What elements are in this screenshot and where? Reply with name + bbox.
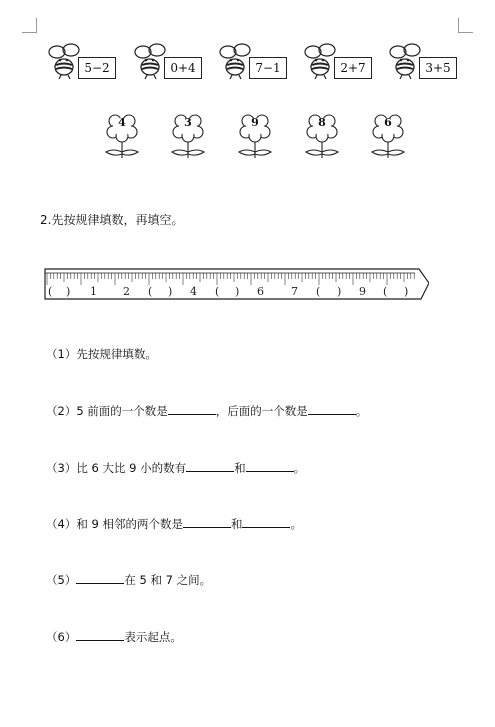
ruler-label: ) <box>337 285 342 298</box>
answer-blank[interactable] <box>76 572 124 584</box>
bee-expression: 2+7 <box>334 57 372 79</box>
ruler-label: ( <box>148 285 153 298</box>
ruler-label: 4 <box>190 285 197 298</box>
page-corner-mark <box>458 18 473 33</box>
sub-question-6: （6） 表示起点。 <box>46 630 182 644</box>
ruler-label: ( <box>48 285 53 298</box>
sub-question-1: （1）先按规律填数。 <box>46 347 157 361</box>
flower-number: 4 <box>118 116 126 129</box>
answer-blank[interactable] <box>183 516 231 528</box>
flower-card <box>233 112 277 160</box>
ruler-label: ) <box>66 285 71 298</box>
bee-row <box>48 40 468 85</box>
flower-card <box>300 112 344 160</box>
sub-question-5: （5） 在 5 和 7 之间。 <box>46 573 212 587</box>
flower-number: 8 <box>318 116 326 129</box>
bee-card <box>304 40 384 85</box>
ruler-label: ( <box>316 285 321 298</box>
question-2-title: 2.先按规律填数，再填空。 <box>40 213 184 227</box>
bee-expression: 0+4 <box>164 57 202 79</box>
bee-expression: 5−2 <box>78 57 116 79</box>
answer-blank[interactable] <box>76 629 124 641</box>
flower-card <box>100 112 144 160</box>
ruler-label: ( <box>383 285 388 298</box>
page-corner-mark <box>22 18 37 33</box>
answer-blank[interactable] <box>168 403 216 415</box>
bee-card <box>389 40 469 85</box>
flower-row <box>100 112 420 162</box>
ruler-label: ) <box>235 285 240 298</box>
sub-question-2: （2）5 前面的一个数是 ，后面的一个数是 。 <box>46 404 368 418</box>
sub-question-3: （3）比 6 大比 9 小的数有 和 。 <box>46 461 306 475</box>
bee-card <box>219 40 299 85</box>
ruler-label: 1 <box>90 285 97 298</box>
bee-expression: 7−1 <box>249 57 287 79</box>
answer-blank[interactable] <box>308 403 356 415</box>
flower-number: 6 <box>384 116 392 129</box>
ruler-label: ) <box>404 285 409 298</box>
ruler-label: ) <box>168 285 173 298</box>
flower-card <box>366 112 410 160</box>
ruler-label: 9 <box>359 285 366 298</box>
sub-question-4: （4）和 9 相邻的两个数是 和 。 <box>46 517 302 531</box>
answer-blank[interactable] <box>246 460 294 472</box>
ruler-label: 2 <box>123 285 130 298</box>
bee-card <box>48 40 128 85</box>
ruler-label: 6 <box>257 285 264 298</box>
bee-card <box>134 40 214 85</box>
answer-blank[interactable] <box>242 516 290 528</box>
ruler-label: 7 <box>291 285 298 298</box>
flower-number: 9 <box>251 116 259 129</box>
flower-card <box>166 112 210 160</box>
flower-number: 3 <box>184 116 192 129</box>
bee-expression: 3+5 <box>419 57 457 79</box>
answer-blank[interactable] <box>186 460 234 472</box>
ruler-label: ( <box>215 285 220 298</box>
